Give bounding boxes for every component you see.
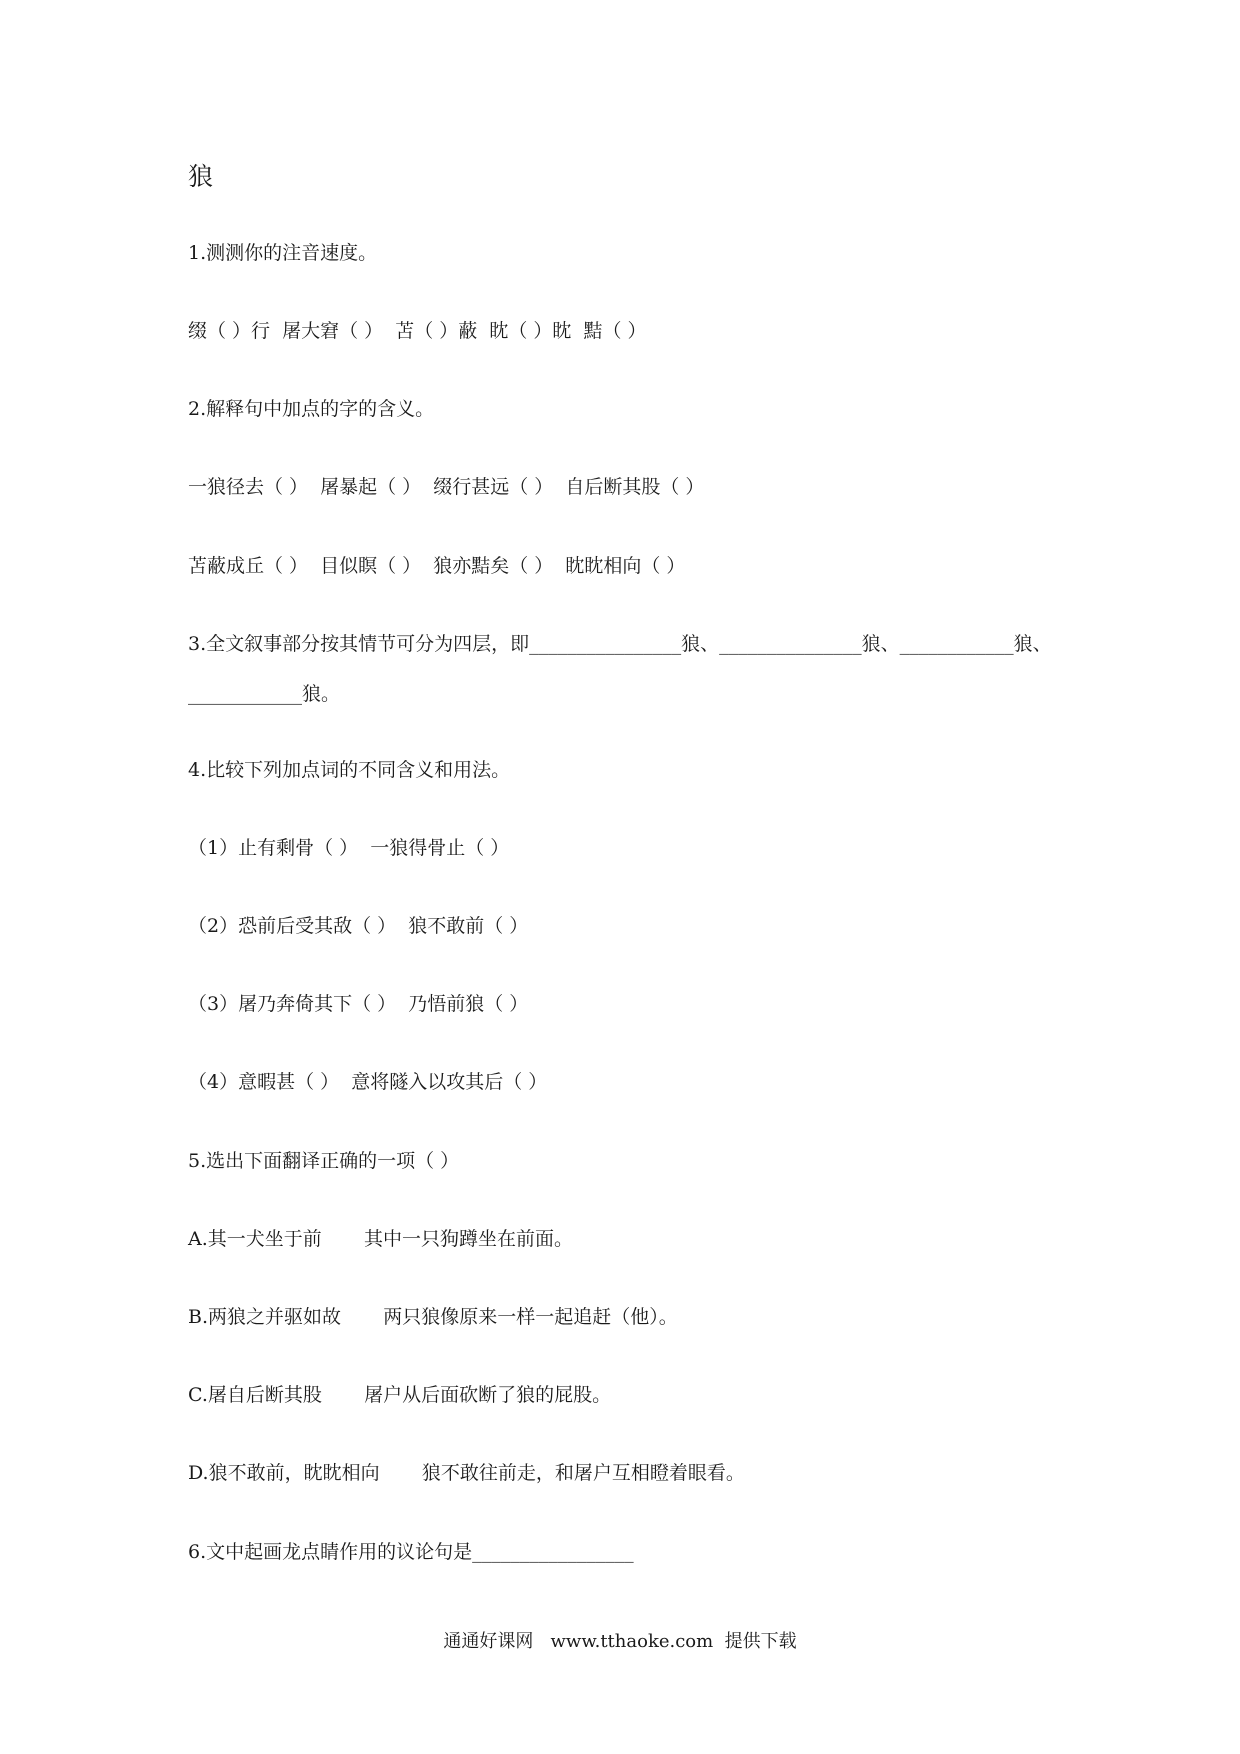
question-6-text: 6.文中起画龙点睛作用的议论句是_________________ bbox=[188, 1541, 634, 1563]
question-1-heading: 1.测测你的注音速度。 bbox=[188, 242, 378, 264]
question-3-continuation: ____________狼。 bbox=[188, 683, 341, 705]
question-4-item-3: （3）屠乃奔倚其下（ ） 乃悟前狼（ ） bbox=[188, 993, 529, 1015]
question-3-text: 3.全文叙事部分按其情节可分为四层，即________________狼、_______________狼、____________狼、 bbox=[188, 633, 1052, 655]
question-4-item-1: （1）止有剩骨（ ） 一狼得骨止（ ） bbox=[188, 837, 510, 859]
question-5-option-b: B.两狼之并驱如故 两只狼像原来一样一起追赶（他）。 bbox=[188, 1306, 678, 1328]
question-1-items: 缀（ ）行 屠大窘（ ） 苫（ ）蔽 眈（ ）眈 黠（ ） bbox=[188, 320, 647, 342]
question-2-items-row-1: 一狼径去（ ） 屠暴起（ ） 缀行甚远（ ） 自后断其股（ ） bbox=[188, 476, 705, 498]
question-2-items-row-2: 苫蔽成丘（ ） 目似瞑（ ） 狼亦黠矣（ ） 眈眈相向（ ） bbox=[188, 555, 686, 577]
question-5-option-a: A.其一犬坐于前 其中一只狗蹲坐在前面。 bbox=[188, 1228, 574, 1250]
question-4-item-4: （4）意暇甚（ ） 意将隧入以攻其后（ ） bbox=[188, 1071, 548, 1093]
page-footer: 通通好课网 www.tthaoke.com 提供下载 bbox=[443, 1631, 797, 1652]
question-5-option-c: C.屠自后断其股 屠户从后面砍断了狼的屁股。 bbox=[188, 1384, 612, 1406]
document-title: 狼 bbox=[188, 162, 214, 191]
question-5-option-d: D.狼不敢前，眈眈相向 狼不敢往前走，和屠户互相瞪着眼看。 bbox=[188, 1462, 745, 1484]
question-5-heading: 5.选出下面翻译正确的一项（ ） bbox=[188, 1150, 460, 1172]
question-4-item-2: （2）恐前后受其敌（ ） 狼不敢前（ ） bbox=[188, 915, 529, 937]
question-4-heading: 4.比较下列加点词的不同含义和用法。 bbox=[188, 759, 511, 781]
question-2-heading: 2.解释句中加点的字的含义。 bbox=[188, 398, 435, 420]
